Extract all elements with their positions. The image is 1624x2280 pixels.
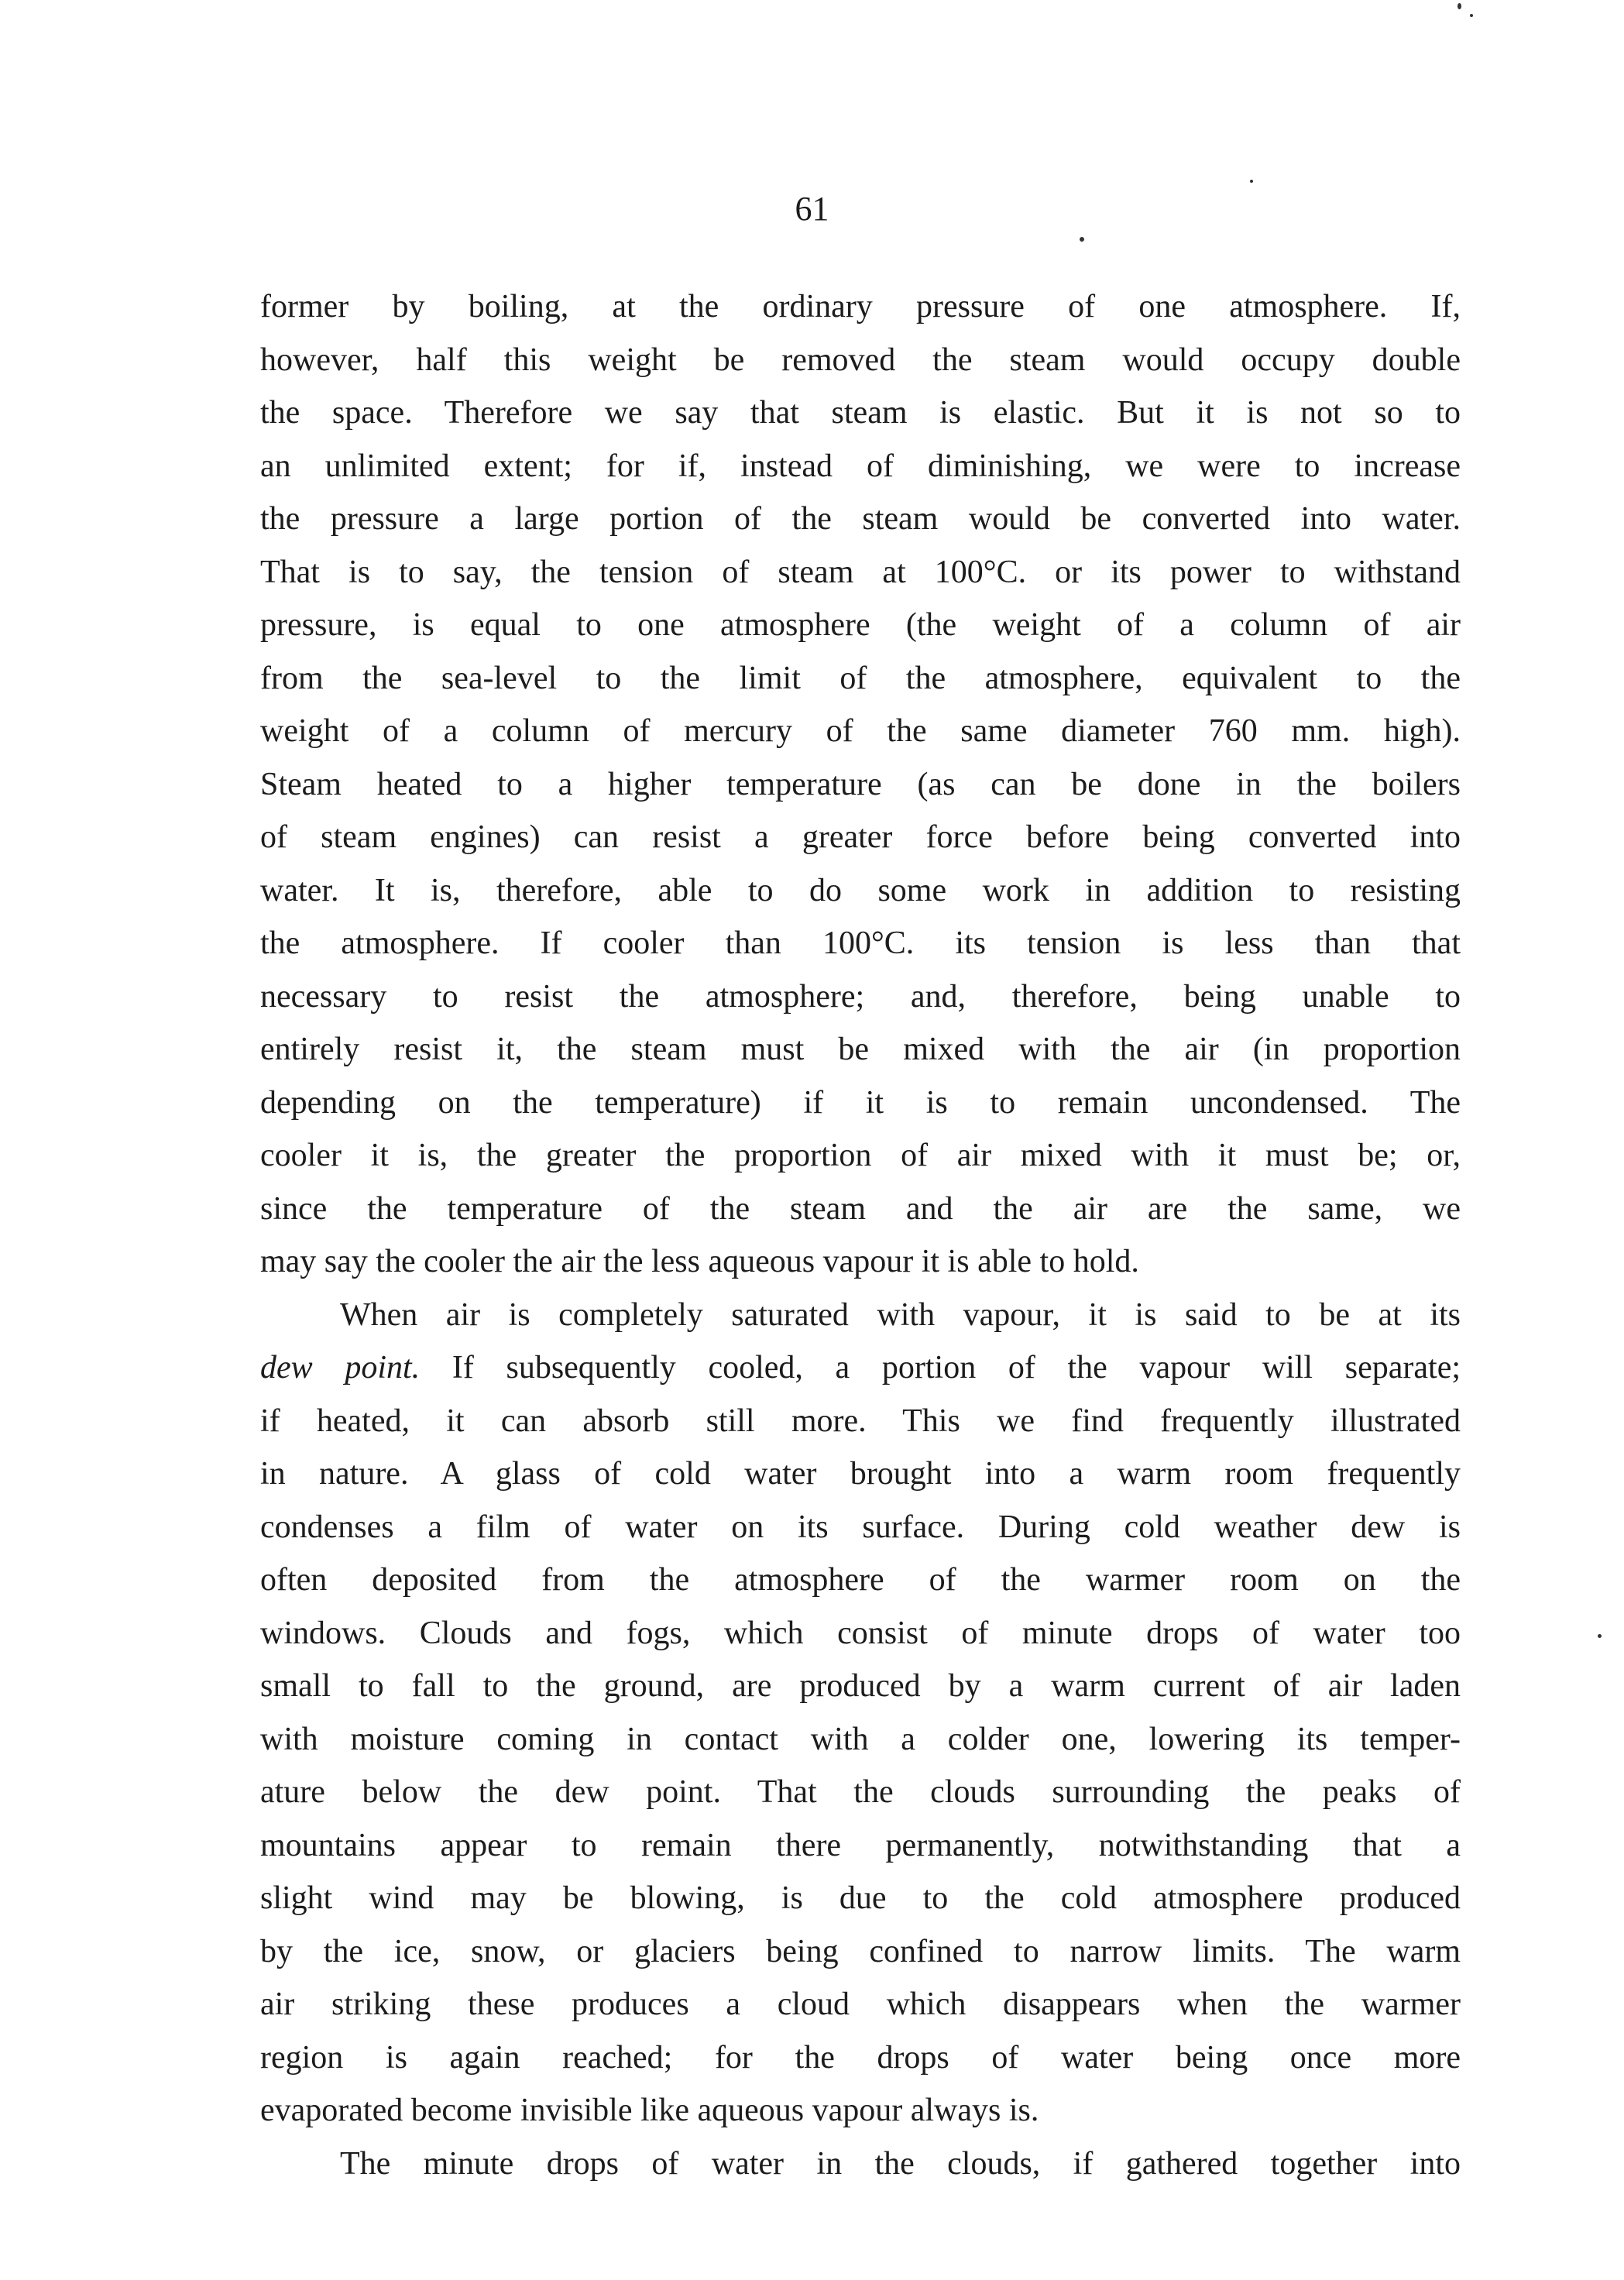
text-line: the pressure a large portion of the steam would be converted into water. (260, 501, 1461, 537)
text-line: air striking these produces a cloud which disappears when the warmer (260, 1986, 1461, 2022)
text-line: since the temperature of the steam and the air are the same, we (260, 1190, 1461, 1227)
text-line: ature below the dew point. That the clouds surrounding the peaks of (260, 1774, 1461, 1810)
text-line: the space. Therefore we say that steam is elastic. But it is not so to (260, 395, 1461, 431)
text-line: windows. Clouds and fogs, which consist of minute drops of water too (260, 1615, 1461, 1651)
text-line: of steam engines) can resist a greater force before being converted into (260, 819, 1461, 855)
text-line: small to fall to the ground, are produced by a warm current of air laden (260, 1668, 1461, 1704)
text-line: water. It is, therefore, able to do some work in addition to resisting (260, 872, 1461, 908)
text-line: Steam heated to a higher temperature (as can be done in the boilers (260, 766, 1461, 802)
text-line: entirely resist it, the steam must be mixed with the air (in proportion (260, 1032, 1461, 1067)
text-line: from the sea-level to the limit of the atmosphere, equivalent to the (260, 660, 1461, 696)
text-line: if heated, it can absorb still more. This we find frequently illustrated (260, 1403, 1461, 1439)
text-line: an unlimited extent; for if, instead of diminishing, we were to increase (260, 448, 1461, 484)
paragraph-2 (260, 1289, 1461, 2138)
text-line: That is to say, the tension of steam at 100°C. or its power to withstand (260, 554, 1461, 590)
scan-speck (1598, 1634, 1602, 1638)
scan-speck (1457, 3, 1461, 9)
scan-speck (1250, 180, 1253, 183)
text-line: condenses a film of water on its surface. During cold weather dew is (260, 1509, 1461, 1545)
text-line: depending on the temperature) if it is to remain uncondensed. The (260, 1084, 1461, 1121)
text-line: necessary to resist the atmosphere; and, therefore, being unable to (260, 978, 1461, 1015)
body-text (260, 280, 1461, 2190)
text-line: When air is completely saturated with vapour, it is said to be at its (340, 1296, 1461, 1333)
text-line: the atmosphere. If cooler than 100°C. its tension is less than that (260, 925, 1461, 961)
text-line: cooler it is, the greater the proportion of air mixed with it must be; or, (260, 1138, 1461, 1173)
dew-point-term: dew point. (260, 1350, 421, 1386)
text-line: with moisture coming in contact with a colder one, lowering its temper- (260, 1721, 1461, 1757)
text-line (260, 1341, 1461, 1395)
text-line: however, half this weight be removed the steam would occupy double (260, 342, 1461, 378)
text-line: may say the cooler the air the less aqueous vapour it is able to hold. (260, 1244, 1139, 1279)
scan-speck (1470, 14, 1473, 17)
text-line: slight wind may be blowing, is due to the cold atmosphere produced (260, 1880, 1461, 1916)
text-line: pressure, is equal to one atmosphere (the weight of a column of air (260, 607, 1461, 643)
text-line: in nature. A glass of cold water brought into a warm room frequently (260, 1456, 1461, 1492)
text-line: evaporated become invisible like aqueous vapour always is. (260, 2093, 1039, 2128)
text-line: often deposited from the atmosphere of the warmer room on the (260, 1562, 1461, 1598)
text-line: The minute drops of water in the clouds, if gathered together into (340, 2145, 1461, 2182)
text-line: mountains appear to remain there permanently, notwithstanding that a (260, 1827, 1461, 1863)
text-line: by the ice, snow, or glaciers being confined to narrow limits. The warm (260, 1933, 1461, 1969)
scan-speck (1080, 237, 1084, 242)
paragraph-3 (260, 2138, 1461, 2191)
text-line: weight of a column of mercury of the same diameter 760 mm. high). (260, 713, 1461, 749)
text-fragment: If subsequently cooled, a portion of the vapour will separate; (420, 1350, 1461, 1386)
page-number: 61 (795, 190, 829, 228)
paragraph-1 (260, 280, 1461, 1289)
text-line: former by boiling, at the ordinary pressure of one atmosphere. If, (260, 289, 1461, 324)
text-line: region is again reached; for the drops of water being once more (260, 2039, 1461, 2076)
